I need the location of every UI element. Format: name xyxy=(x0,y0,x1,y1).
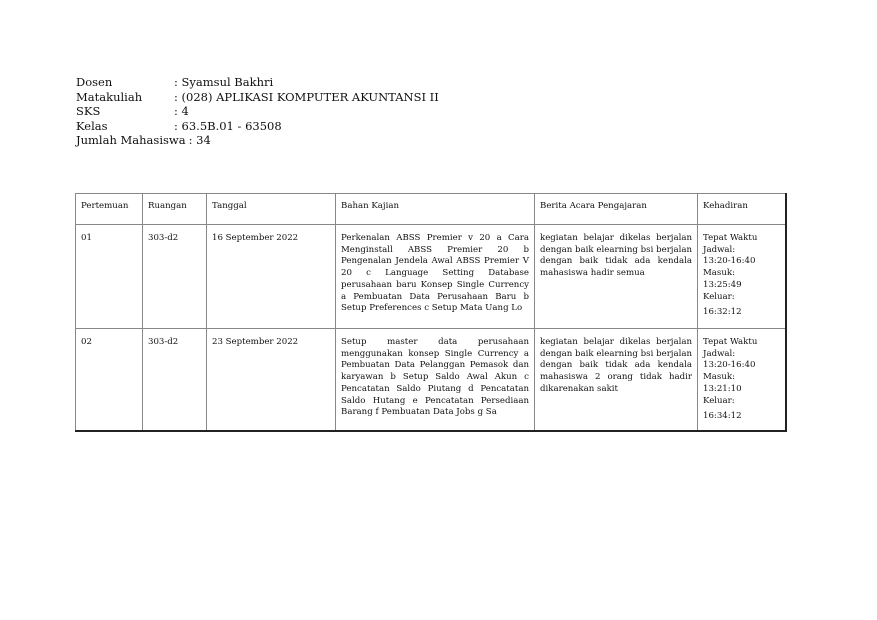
berita-acara-cell: kegiatan belajar dikelas berjalan dengan baik elearning bsi berjalan dengan baik tidak ada kendala mahasiswa hadir semua xyxy=(535,225,698,329)
attendance-table xyxy=(75,193,787,432)
column-header-berita-acara: Berita Acara Pengajaran xyxy=(535,194,698,225)
table-header-row xyxy=(76,194,786,225)
jumlah-mahasiswa-label: Jumlah Mahasiswa xyxy=(76,133,186,148)
berita-acara-cell: kegiatan belajar dikelas berjalan dengan baik elearning bsi berjalan dengan baik tidak ada kendala mahasiswa 2 orang tidak hadir dikarenakan sakit xyxy=(535,329,698,432)
kelas-label: Kelas xyxy=(76,118,108,133)
bahan-kajian-cell: Perkenalan ABSS Premier v 20 a Cara Menginstall ABSS Premier 20 b Pengenalan Jendela Awal ABSS Premier V 20 c Language Setting Database perusahaan baru Konsep Single Currency a Pembuatan Data Perusahaan Baru b Setup Preferences c Setup Mata Uang Lo xyxy=(336,225,535,329)
table-row xyxy=(76,225,786,329)
bahan-kajian-cell: Setup master data perusahaan menggunakan konsep Single Currency a Pembuatan Data Pelanggan Pemasok dan karyawan b Setup Saldo Awal Akun c Pencatatan Saldo Piutang d Pencatatan Saldo Hutang e Pencatatan Persediaan Barang f Pembuatan Data Jobs g Sa xyxy=(336,329,535,432)
keluar-value: 16:34:12 xyxy=(703,411,742,422)
jadwal-label: Jadwal: xyxy=(703,348,736,359)
matakuliah-row xyxy=(76,90,439,105)
column-header-bahan-kajian: Bahan Kajian xyxy=(336,194,535,225)
masuk-value: 13:25:49 xyxy=(703,279,742,290)
sks-row xyxy=(76,104,439,119)
masuk-label: Masuk: xyxy=(703,268,735,279)
keluar-value: 16:32:12 xyxy=(703,307,742,318)
course-info-header xyxy=(76,75,439,148)
column-header-tanggal: Tanggal xyxy=(207,194,336,225)
column-header-kehadiran: Kehadiran xyxy=(698,194,786,225)
matakuliah-value: : (028) APLIKASI KOMPUTER AKUNTANSI II xyxy=(174,89,439,104)
jadwal-value: 13:20-16:40 xyxy=(703,256,756,267)
tanggal-cell: 16 September 2022 xyxy=(207,225,336,329)
table-row xyxy=(76,329,786,432)
kelas-value: : 63.5B.01 - 63508 xyxy=(174,118,282,133)
ruangan-cell: 303-d2 xyxy=(143,225,207,329)
kehadiran-status: Tepat Waktu xyxy=(703,233,758,243)
dosen-label: Dosen xyxy=(76,75,113,89)
ruangan-cell: 303-d2 xyxy=(143,329,207,432)
jumlah-mahasiswa-value: : 34 xyxy=(188,133,211,148)
jadwal-value: 13:20-16:40 xyxy=(703,360,756,371)
dosen-value: : Syamsul Bakhri xyxy=(174,75,274,89)
kehadiran-status: Tepat Waktu xyxy=(703,337,758,347)
jumlah-mahasiswa-row xyxy=(76,133,439,148)
column-header-ruangan: Ruangan xyxy=(143,194,207,225)
pertemuan-cell: 02 xyxy=(76,329,143,432)
keluar-label: Keluar: xyxy=(703,395,735,406)
kelas-row xyxy=(76,119,439,134)
sks-label: SKS xyxy=(76,104,101,119)
column-header-pertemuan: Pertemuan xyxy=(76,194,143,225)
kehadiran-cell xyxy=(698,329,786,432)
matakuliah-label: Matakuliah xyxy=(76,89,143,104)
jadwal-label: Jadwal: xyxy=(703,244,736,255)
pertemuan-cell: 01 xyxy=(76,225,143,329)
dosen-row xyxy=(76,75,439,90)
kehadiran-cell xyxy=(698,225,786,329)
masuk-label: Masuk: xyxy=(703,372,735,383)
masuk-value: 13:21:10 xyxy=(703,383,742,394)
sks-value: : 4 xyxy=(174,104,189,119)
keluar-label: Keluar: xyxy=(703,291,735,302)
tanggal-cell: 23 September 2022 xyxy=(207,329,336,432)
